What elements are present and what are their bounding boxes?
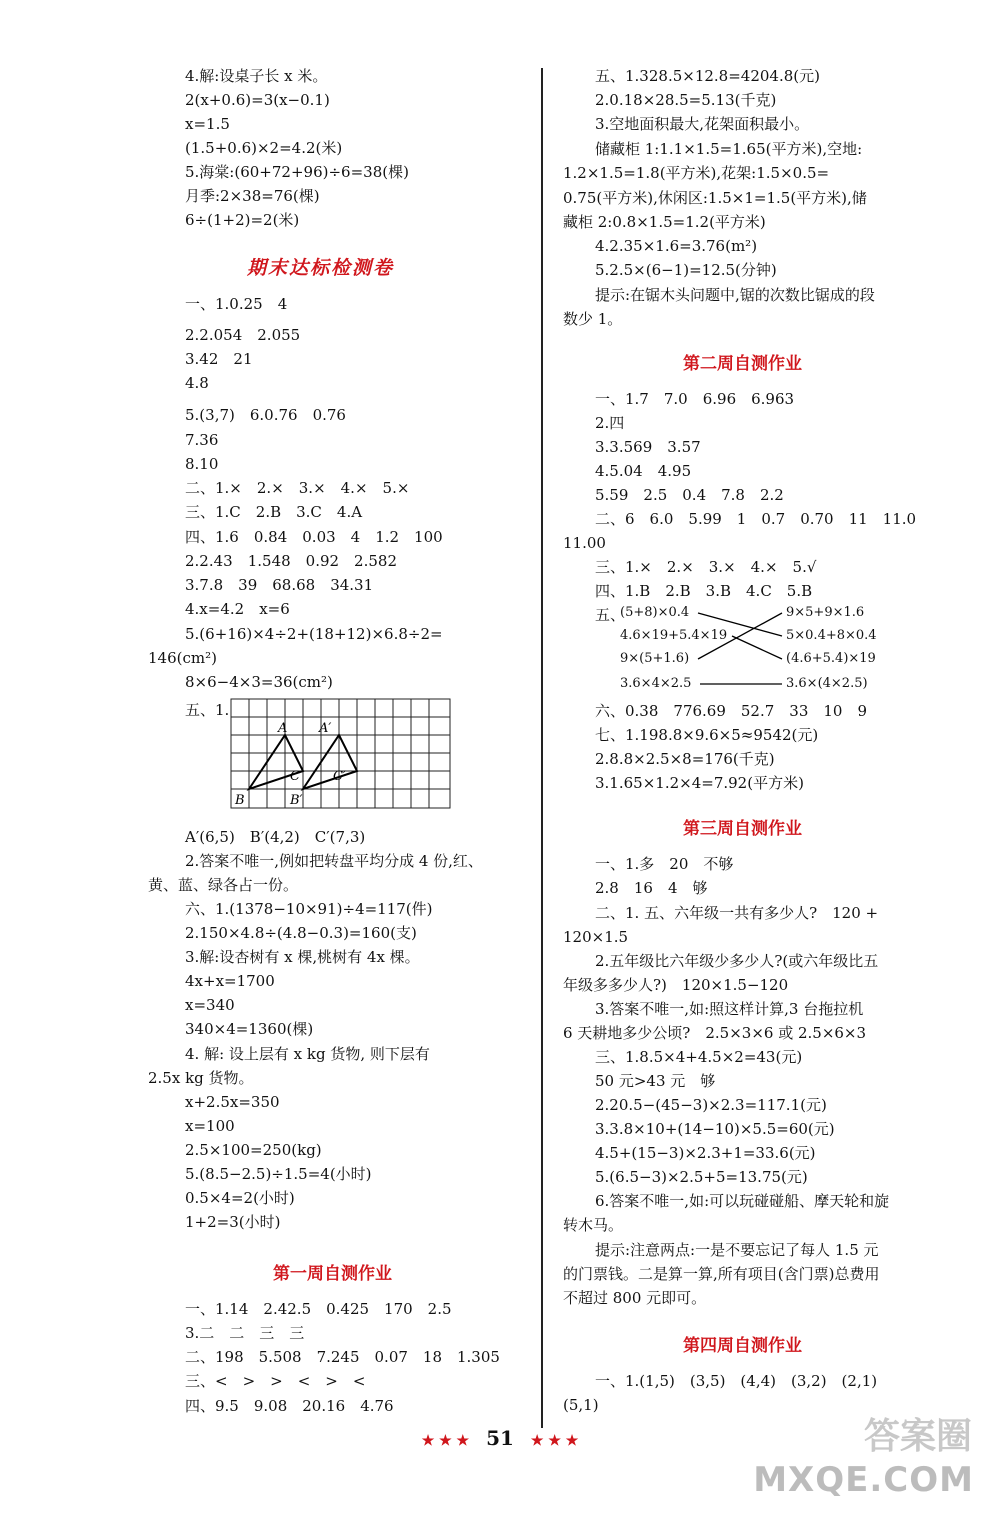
match-right-item: (4.6+5.4)×19: [786, 651, 876, 666]
point-label-b2: B′: [290, 793, 303, 808]
coordinate-grid: [230, 698, 452, 810]
decorative-stars-right: ★ ★ ★: [530, 1433, 579, 1449]
text-line: 不超过 800 元即可。: [563, 1289, 707, 1307]
point-label-c2: C′: [333, 769, 346, 784]
text-line: 4.5+(15−3)×2.3+1=33.6(元): [595, 1144, 816, 1162]
text-line: 储藏柜 1:1.1×1.5=1.65(平方米),空地:: [595, 140, 863, 158]
triangle-a-prime: [303, 735, 357, 789]
text-line: 1+2=3(小时): [185, 1213, 281, 1231]
match-left-item: 4.6×19+5.4×19: [620, 628, 728, 643]
text-line: 6 天耕地多少公顷? 2.5×3×6 或 2.5×6×3: [563, 1024, 867, 1042]
text-line: 3.3.569 3.57: [595, 438, 701, 456]
text-line: 3.解:设杏树有 x 棵,桃树有 4x 棵。: [185, 948, 420, 966]
text-line: 一、1.0.25 4: [185, 295, 288, 313]
text-line: 4x+x=1700: [185, 972, 275, 990]
text-line: x+2.5x=350: [185, 1093, 280, 1111]
grid-question-label: 五、1.: [185, 701, 230, 719]
text-line: 4. 解: 设上层有 x kg 货物, 则下层有: [185, 1045, 430, 1063]
text-line: 转木马。: [563, 1216, 624, 1234]
week3-title: 第三周自测作业: [683, 819, 802, 839]
text-line: 的门票钱。二是算一算,所有项目(含门票)总费用: [563, 1265, 880, 1283]
text-line: 7.36: [185, 431, 219, 449]
text-line: 5.(8.5−2.5)÷1.5=4(小时): [185, 1165, 372, 1183]
text-line: 0.5×4=2(小时): [185, 1189, 295, 1207]
text-line: 二、1. 五、六年级一共有多少人? 120 +: [595, 904, 879, 922]
text-line: 提示:在锯木头问题中,锯的次数比锯成的段: [595, 286, 875, 304]
text-line: 3.空地面积最大,花架面积最小。: [595, 115, 810, 133]
text-line: 2.2.054 2.055: [185, 326, 301, 344]
match-lines: [620, 600, 920, 694]
text-line: 一、1.多 20 不够: [595, 855, 734, 873]
text-line: 黄、蓝、绿各占一份。: [148, 876, 299, 894]
text-line: 2.五年级比六年级少多少人?(或六年级比五: [595, 952, 879, 970]
text-line: 一、1.7 7.0 6.96 6.963: [595, 390, 795, 408]
text-line: 二、1.× 2.× 3.× 4.× 5.×: [185, 479, 410, 497]
text-line: 2.150×4.8÷(4.8−0.3)=160(支): [185, 924, 417, 942]
text-line: 6÷(1+2)=2(米): [185, 211, 300, 229]
text-line: 6.答案不唯一,如:可以玩碰碰船、摩天轮和旋: [595, 1192, 890, 1210]
watermark-text: MXQE.COM: [753, 1460, 974, 1500]
text-line: 146(cm²): [148, 649, 217, 667]
text-line: 2.2.43 1.548 0.92 2.582: [185, 552, 397, 570]
week2-title: 第二周自测作业: [683, 354, 802, 374]
point-label-a: A: [278, 721, 288, 736]
text-line: 七、1.198.8×9.6×5≈9542(元): [595, 726, 819, 744]
text-line: (5,1): [563, 1396, 599, 1414]
text-line: 二、6 6.0 5.99 1 0.7 0.70 11 11.0: [595, 510, 917, 528]
text-line: 2.5x kg 货物。: [148, 1069, 254, 1087]
text-line: 3.1.65×1.2×4=7.92(平方米): [595, 774, 804, 792]
text-line: 120×1.5: [563, 928, 629, 946]
text-line: 3.二 二 三 三: [185, 1324, 305, 1342]
text-line: 2.答案不唯一,例如把转盘平均分成 4 份,红、: [185, 852, 483, 870]
point-label-b: B: [235, 793, 245, 808]
text-line: 2.20.5−(45−3)×2.3=117.1(元): [595, 1096, 827, 1114]
text-line: 5.59 2.5 0.4 7.8 2.2: [595, 486, 784, 504]
match-right-item: 9×5+9×1.6: [786, 605, 865, 620]
text-line: 五、1.328.5×12.8=4204.8(元): [595, 67, 820, 85]
text-line: 藏柜 2:0.8×1.5=1.2(平方米): [563, 213, 766, 231]
text-line: 三、1.8.5×4+4.5×2=43(元): [595, 1048, 803, 1066]
text-line: 4.x=4.2 x=6: [185, 600, 290, 618]
text-line: 三、1.C 2.B 3.C 4.A: [185, 503, 363, 521]
text-line: 一、1.14 2.42.5 0.425 170 2.5: [185, 1300, 452, 1318]
match-left-item: 3.6×4×2.5: [620, 676, 692, 691]
text-line: 六、0.38 776.69 52.7 33 10 9: [595, 702, 868, 720]
text-line: x=1.5: [185, 115, 230, 133]
text-line: 四、1.6 0.84 0.03 4 1.2 100: [185, 528, 443, 546]
match-left-item: (5+8)×0.4: [620, 605, 690, 620]
text-line: 4.解:设桌子长 x 米。: [185, 67, 328, 85]
text-line: 3.3.8×10+(14−10)×5.5=60(元): [595, 1120, 835, 1138]
text-line: 5.(6+16)×4÷2+(18+12)×6.8÷2=: [185, 625, 443, 643]
text-line: x=340: [185, 996, 235, 1014]
text-line: 四、9.5 9.08 20.16 4.76: [185, 1397, 394, 1415]
text-line: (1.5+0.6)×2=4.2(米): [185, 139, 343, 157]
text-line: 1.2×1.5=1.8(平方米),花架:1.5×0.5=: [563, 164, 830, 182]
text-line: x=100: [185, 1117, 235, 1135]
matching-diagram: [620, 600, 920, 694]
week4-title: 第四周自测作业: [683, 1336, 802, 1356]
text-line: 5.海棠:(60+72+96)÷6=38(棵): [185, 163, 409, 181]
text-line: 11.00: [563, 534, 606, 552]
match-right-item: 3.6×(4×2.5): [786, 676, 868, 691]
point-label-a2: A′: [319, 721, 332, 736]
text-line: 年级多多少人?) 120×1.5−120: [563, 976, 789, 994]
match-left-item: 9×(5+1.6): [620, 651, 690, 666]
text-line: 5.(6.5−3)×2.5+5=13.75(元): [595, 1168, 808, 1186]
text-line: 2.0.18×28.5=5.13(千克): [595, 91, 777, 109]
text-line: 4.5.04 4.95: [595, 462, 692, 480]
text-line: 数少 1。: [563, 310, 623, 328]
decorative-stars-left: ★ ★ ★: [421, 1433, 470, 1449]
text-line: 5.2.5×(6−1)=12.5(分钟): [595, 261, 777, 279]
text-line: 一、1.(1,5) (3,5) (4,4) (3,2) (2,1): [595, 1372, 878, 1390]
text-line: 8.10: [185, 455, 219, 473]
text-line: 5.(3,7) 6.0.76 0.76: [185, 406, 346, 424]
text-line: 0.75(平方米),休闲区:1.5×1=1.5(平方米),储: [563, 189, 867, 207]
text-line: 四、1.B 2.B 3.B 4.C 5.B: [595, 582, 813, 600]
text-line: 2.四: [595, 414, 625, 432]
text-line: 340×4=1360(棵): [185, 1020, 314, 1038]
page-footer: [0, 1426, 1000, 1450]
point-label-c: C: [290, 769, 300, 784]
text-line: 月季:2×38=76(棵): [185, 187, 320, 205]
text-line: 50 元>43 元 够: [595, 1072, 716, 1090]
exam-title: 期末达标检测卷: [247, 257, 395, 279]
text-line: A′(6,5) B′(4,2) C′(7,3): [185, 828, 366, 846]
text-line: 8×6−4×3=36(cm²): [185, 673, 333, 691]
text-line: 六、1.(1378−10×91)÷4=117(件): [185, 900, 433, 918]
column-divider: [541, 68, 543, 1428]
text-line: 3.7.8 39 68.68 34.31: [185, 576, 374, 594]
text-line: 2(x+0.6)=3(x−0.1): [185, 91, 330, 109]
text-line: 二、198 5.508 7.245 0.07 18 1.305: [185, 1348, 500, 1366]
match-right-item: 5×0.4+8×0.4: [786, 628, 877, 643]
text-line: 三、1.× 2.× 3.× 4.× 5.√: [595, 558, 817, 576]
text-line: 3.答案不唯一,如:照这样计算,3 台拖拉机: [595, 1000, 864, 1018]
text-line: 2.8.8×2.5×8=176(千克): [595, 750, 775, 768]
text-line: 提示:注意两点:一是不要忘记了每人 1.5 元: [595, 1241, 879, 1259]
text-line: 三、< > > < > <: [185, 1372, 366, 1390]
match-question-label: 五、: [595, 606, 626, 624]
text-line: 4.2.35×1.6=3.76(m²): [595, 237, 758, 255]
text-line: 4.8: [185, 374, 209, 392]
watermark-logo: 答案圈: [863, 1416, 972, 1457]
text-line: 2.8 16 4 够: [595, 879, 708, 897]
page-number: 51: [486, 1426, 514, 1450]
text-line: 2.5×100=250(kg): [185, 1141, 322, 1159]
week1-title: 第一周自测作业: [273, 1264, 392, 1284]
text-line: 3.42 21: [185, 350, 253, 368]
